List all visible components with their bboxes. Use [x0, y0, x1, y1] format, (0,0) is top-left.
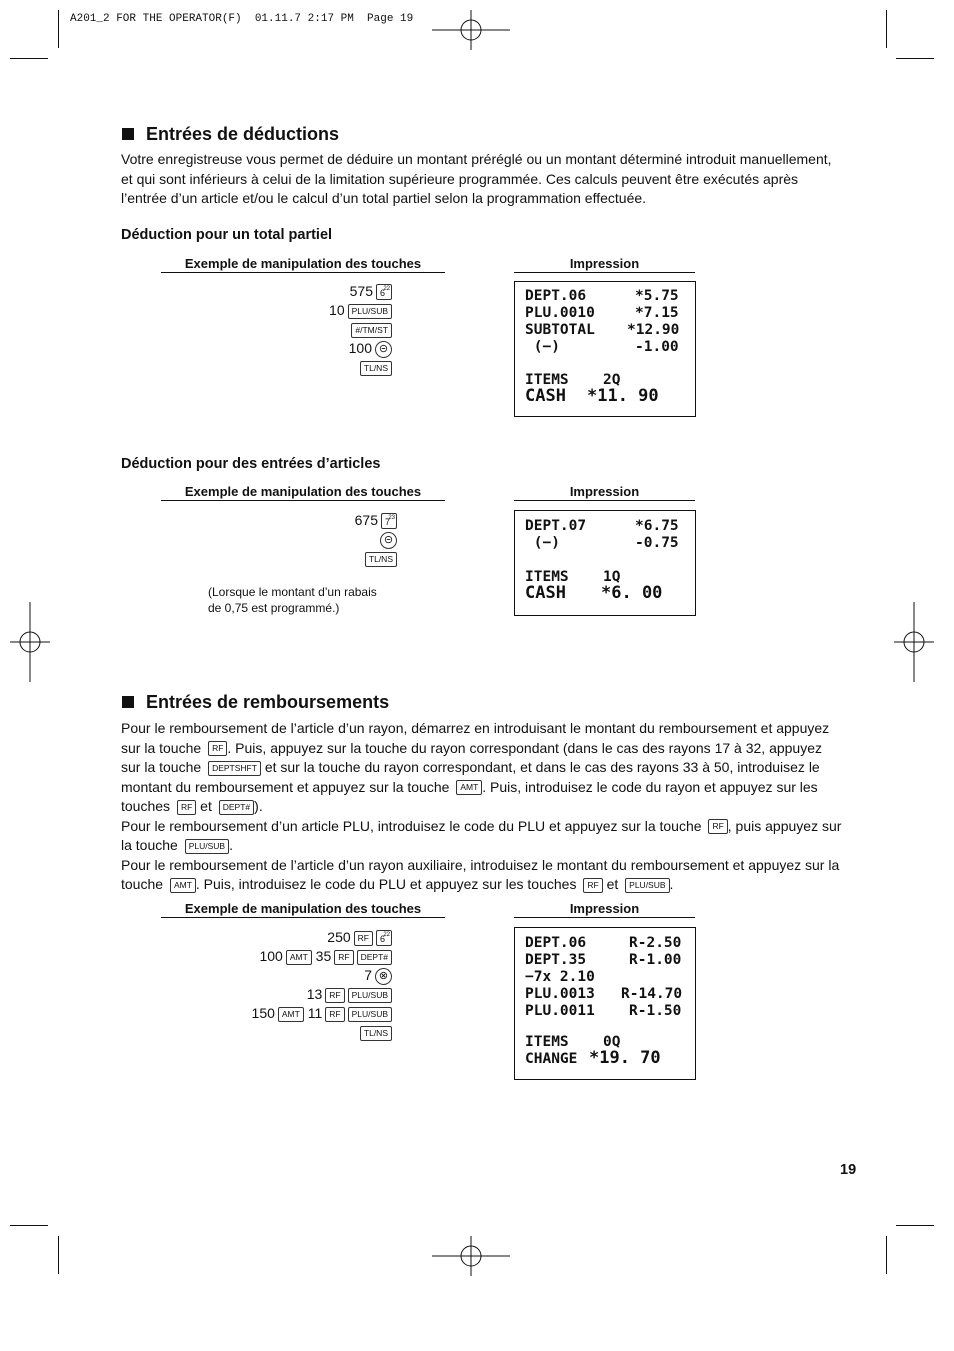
text: .	[669, 876, 674, 892]
refunds-paragraph	[121, 719, 843, 895]
receipt-text: CHANGE	[525, 1051, 578, 1067]
key-line	[172, 1023, 392, 1042]
deptshift-key[interactable]: DEPTSHFT	[208, 761, 261, 776]
print-header: A201_2 FOR THE OPERATOR(F) 01.11.7 2:17 PM Page 19	[70, 13, 414, 25]
rf-key[interactable]: RF	[325, 1007, 344, 1022]
dept-7-key[interactable]: 23 7	[381, 513, 397, 529]
receipt-text: CASH	[525, 583, 566, 603]
text: . Puis, appuyez sur la touche du rayon correspondant (dans le cas des rayons 17 à 32, appuyez sur la touche	[121, 739, 822, 775]
text: et	[200, 798, 212, 814]
registration-mark	[432, 10, 512, 50]
receipt-text: 1Q	[603, 569, 621, 585]
column-header-print: Impression	[514, 901, 695, 918]
key-line	[172, 928, 392, 947]
section-title-refunds	[122, 692, 389, 713]
tl-ns-key[interactable]: TL/NS	[360, 361, 392, 376]
amount: 575	[349, 283, 373, 299]
text: et sur la touche du rayon correspondant, et dans le cas des rayons 33 à 50, introduisez le montant du remboursement et appuyez sur la touche	[121, 759, 820, 795]
receipt-text: ITEMS	[525, 1034, 569, 1050]
receipt-text: (−)	[525, 535, 560, 551]
rf-key[interactable]: RF	[354, 931, 373, 946]
receipt-text: -1.00	[635, 339, 679, 355]
bullet-square-icon	[122, 128, 134, 140]
minus-key[interactable]: ⊝	[380, 532, 397, 549]
text: et	[606, 876, 619, 892]
text: . Puis, introduisez le code du rayon et appuyez sur les touches	[121, 778, 818, 814]
crop-mark	[10, 58, 48, 59]
receipt-text: DEPT.35	[525, 952, 587, 968]
receipt-text: DEPT.06	[525, 935, 587, 951]
amt-key[interactable]: AMT	[286, 950, 312, 965]
dept-6-key[interactable]: 22 6	[376, 930, 392, 946]
registration-mark	[432, 1236, 512, 1276]
crop-mark	[58, 10, 59, 48]
column-header-print: Impression	[514, 256, 695, 273]
section-title-deductions	[122, 124, 339, 145]
receipt-text: DEPT.07	[525, 518, 587, 534]
key-line	[177, 549, 397, 568]
bullet-square-icon	[122, 696, 134, 708]
amount: 675	[354, 512, 378, 528]
key-line	[177, 511, 397, 530]
text: Pour le remboursement d’un article PLU, introduisez le code du PLU et appuyez sur la touche	[121, 817, 702, 834]
amount: 7	[364, 967, 372, 983]
rf-key[interactable]: RF	[583, 878, 602, 893]
column-header-keys: Exemple de manipulation des touches	[161, 901, 445, 918]
column-header-keys: Exemple de manipulation des touches	[161, 484, 445, 501]
crop-mark	[896, 1225, 934, 1226]
column-header-keys: Exemple de manipulation des touches	[161, 256, 445, 273]
text: Pour le remboursement de l’article d’un rayon auxiliaire, introduisez le montant du remboursement et appuyez sur la touche	[121, 856, 840, 892]
amount: 100	[259, 948, 283, 964]
plu-sub-key[interactable]: PLU/SUB	[625, 878, 669, 893]
receipt-text: ITEMS	[525, 569, 569, 585]
subsection-title-subtotal: Déduction pour un total partiel	[121, 227, 333, 243]
receipt-text: PLU.0010	[525, 305, 595, 321]
key-line	[172, 320, 392, 339]
crop-mark	[886, 1236, 887, 1274]
rf-key[interactable]: RF	[708, 819, 727, 834]
dept-hash-key[interactable]: DEPT#	[219, 800, 254, 815]
key-sequence-1	[172, 282, 392, 377]
receipt-text: 2Q	[603, 372, 621, 388]
tl-ns-key[interactable]: TL/NS	[365, 552, 397, 567]
receipt-text: *12.90	[627, 322, 680, 338]
key-line	[172, 947, 392, 966]
plu-sub-key[interactable]: PLU/SUB	[185, 839, 229, 854]
minus-key[interactable]: ⊝	[375, 341, 392, 358]
receipt-text: ITEMS	[525, 372, 569, 388]
receipt-item-deduction	[514, 510, 696, 616]
column-header-print: Impression	[514, 484, 695, 501]
receipt-text: R-14.70	[621, 986, 683, 1002]
rf-key[interactable]: RF	[325, 988, 344, 1003]
key-line	[172, 282, 392, 301]
receipt-text: *5.75	[635, 288, 679, 304]
registration-mark	[894, 602, 934, 682]
amount: 10	[329, 302, 345, 318]
receipt-text: *6.75	[635, 518, 679, 534]
receipt-text: −7x 2.10	[525, 969, 595, 985]
title-text: Entrées de déductions	[146, 124, 340, 144]
amount: 13	[306, 986, 323, 1002]
rf-key[interactable]: RF	[177, 800, 196, 815]
receipt-text: (−)	[525, 339, 560, 355]
receipt-subtotal	[514, 281, 696, 417]
tl-ns-key[interactable]: TL/NS	[360, 1026, 392, 1041]
plu-sub-key[interactable]: PLU/SUB	[348, 304, 392, 319]
receipt-text: PLU.0011	[525, 1003, 595, 1019]
note-line: de 0,75 est programmé.)	[208, 601, 340, 615]
receipt-text: PLU.0013	[525, 986, 595, 1002]
receipt-text: *19. 70	[589, 1048, 661, 1068]
amount: 11	[307, 1005, 323, 1021]
receipt-text: *11. 90	[587, 386, 659, 406]
receipt-text: SUBTOTAL	[525, 322, 595, 338]
key-line	[172, 985, 392, 1004]
receipt-text: DEPT.06	[525, 288, 587, 304]
amount: 150	[251, 1005, 275, 1021]
plu-sub-key[interactable]: PLU/SUB	[348, 988, 392, 1003]
deductions-paragraph: Votre enregistreuse vous permet de déduire un montant préréglé ou un montant déterminé introduit manuellement, et qui sont inférieurs à celui de la limitation supérieure programmée. Ces calculs peuvent être exécutés après l’entrée d’un article et/ou le calcul d’un total partiel selon la programmation effectuée.	[121, 151, 832, 206]
receipt-refunds	[514, 927, 696, 1080]
key-line	[172, 358, 392, 377]
receipt-text: *6. 00	[601, 583, 663, 603]
rf-key[interactable]: RF	[334, 950, 353, 965]
crop-mark	[10, 1225, 48, 1226]
text: .	[229, 837, 233, 853]
tm-st-key[interactable]: #/TM/ST	[351, 323, 392, 338]
receipt-text: R-1.50	[629, 1003, 682, 1019]
subsection-title-items: Déduction pour des entrées d’articles	[121, 456, 381, 472]
title-text: Entrées de remboursements	[146, 692, 390, 712]
registration-mark	[10, 602, 50, 682]
text: , puis appuyez sur la touche	[121, 817, 842, 853]
multiply-key[interactable]: ⊗	[375, 968, 392, 985]
plu-sub-key[interactable]: PLU/SUB	[348, 1007, 392, 1022]
amount: 35	[315, 948, 332, 964]
text: Pour le remboursement de l’article d’un rayon, démarrez en introduisant le montant du remboursement et appuyez sur la touche	[121, 720, 830, 756]
crop-mark	[896, 58, 934, 59]
text: ).	[254, 798, 263, 814]
rf-key[interactable]: RF	[208, 741, 227, 756]
key-line	[172, 1004, 392, 1023]
receipt-text: 0Q	[603, 1034, 621, 1050]
receipt-text: *7.15	[635, 305, 679, 321]
key-line	[172, 966, 392, 985]
crop-mark	[58, 1236, 59, 1274]
receipt-text: -0.75	[635, 535, 679, 551]
dept-6-key[interactable]: 22 6	[376, 284, 392, 300]
dept-hash-key[interactable]: DEPT#	[357, 950, 392, 965]
amt-key[interactable]: AMT	[278, 1007, 304, 1022]
amt-key[interactable]: AMT	[456, 780, 482, 795]
key-line	[177, 530, 397, 549]
receipt-text: R-2.50	[629, 935, 682, 951]
amt-key[interactable]: AMT	[170, 878, 196, 893]
receipt-text: CASH	[525, 386, 566, 406]
text: . Puis, introduisez le code du PLU et appuyez sur les touches	[195, 876, 577, 892]
key-line	[172, 301, 392, 320]
amount: 250	[327, 929, 351, 945]
receipt-text: R-1.00	[629, 952, 682, 968]
key-sequence-2	[177, 511, 397, 568]
note-line: (Lorsque le montant d’un rabais	[208, 585, 377, 599]
key-line	[172, 339, 392, 358]
page-number: 19	[840, 1162, 857, 1178]
key-sequence-3	[172, 928, 392, 1042]
amount: 100	[348, 340, 372, 356]
crop-mark	[886, 10, 887, 48]
